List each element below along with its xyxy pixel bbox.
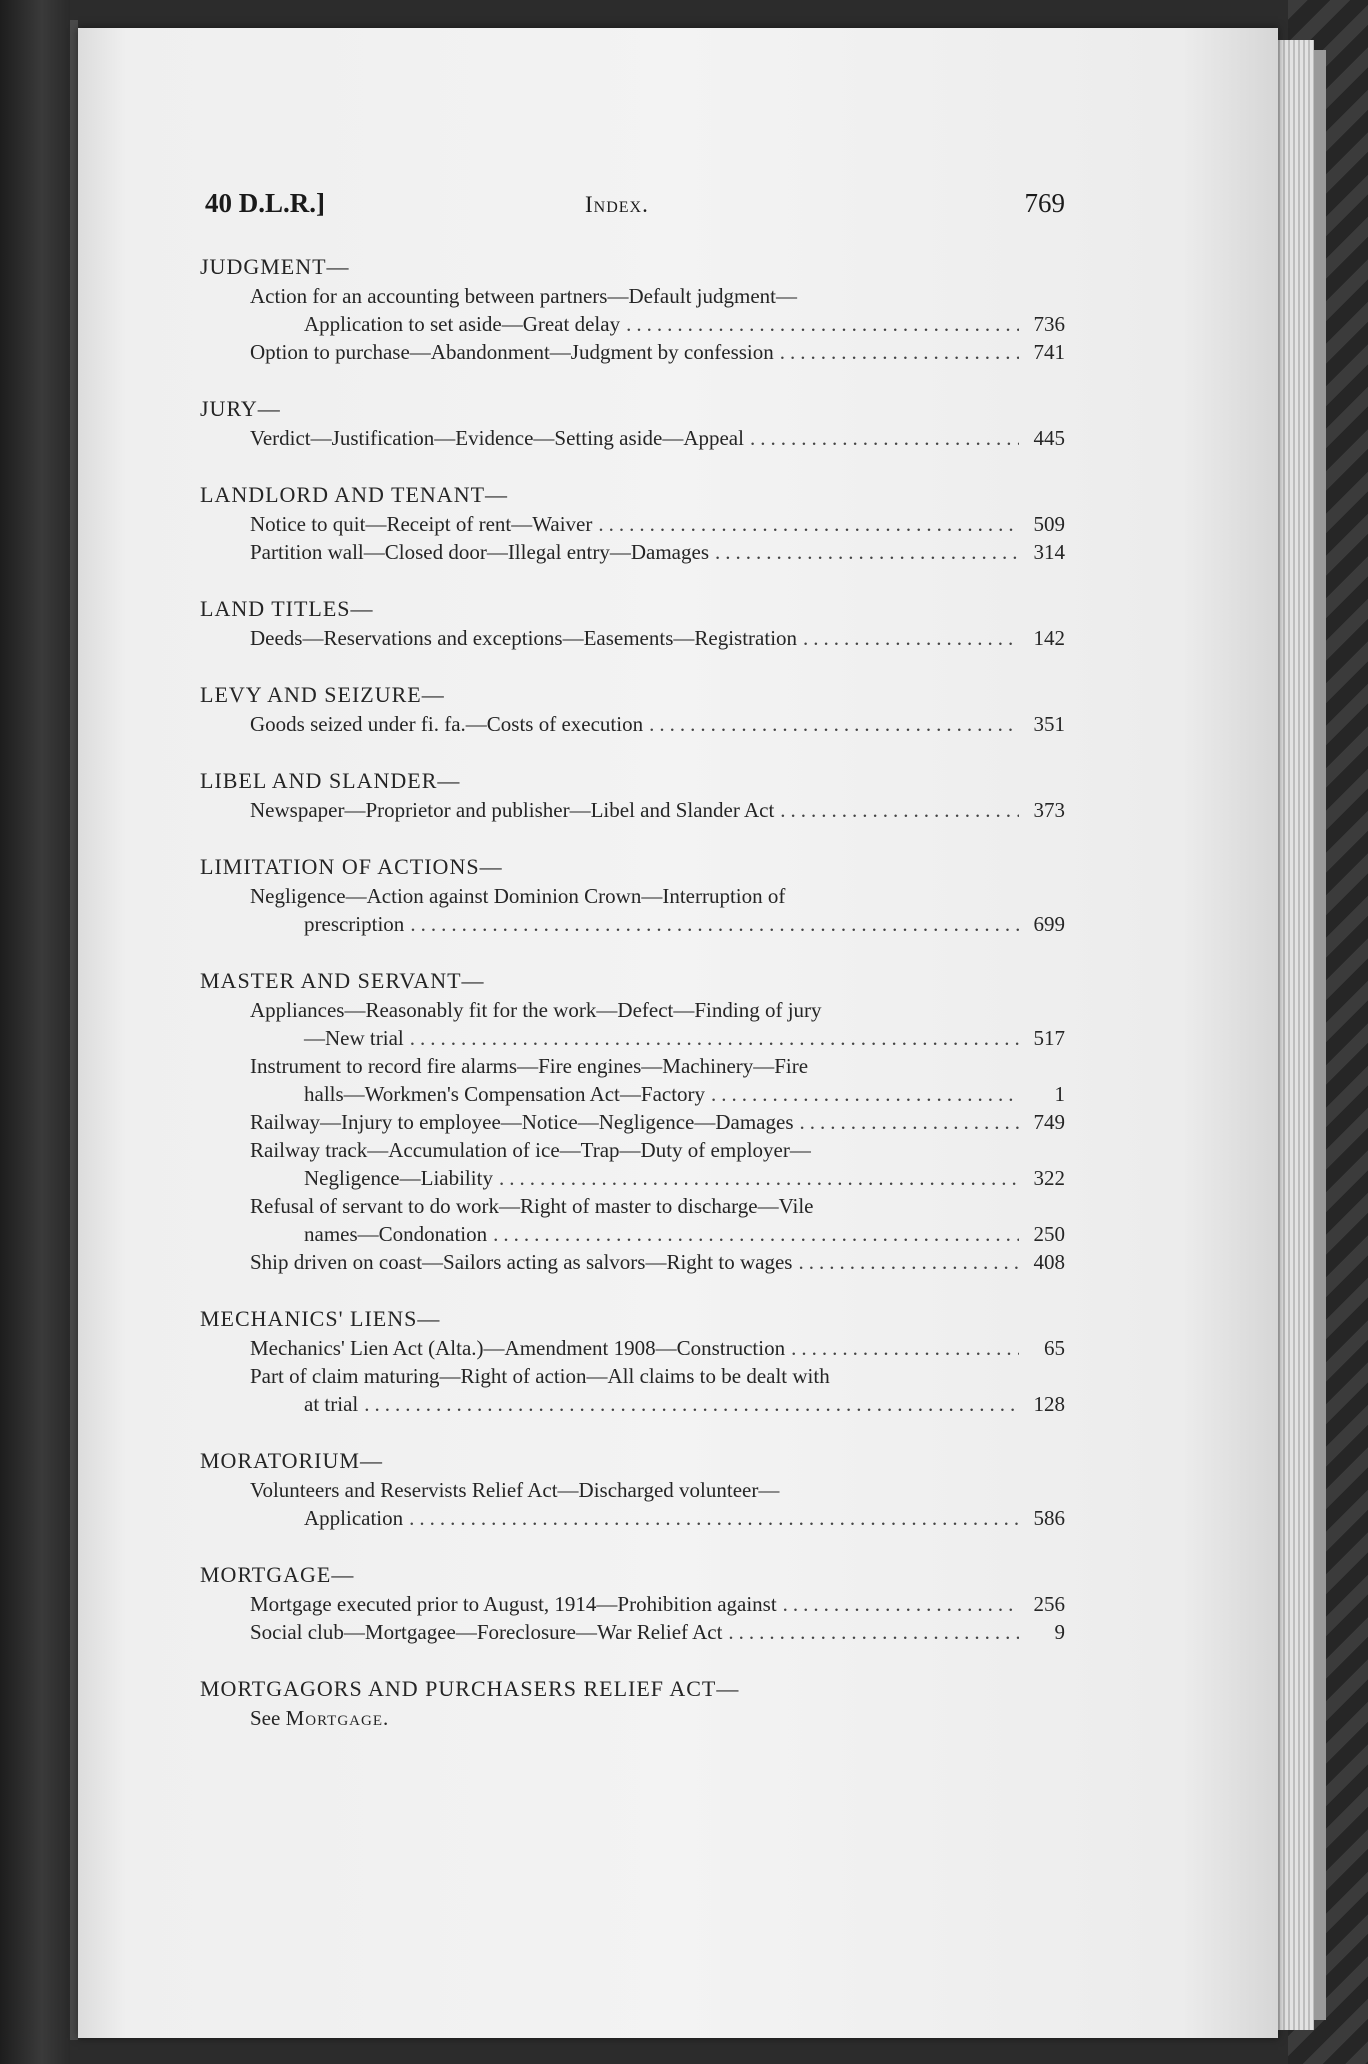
entry-line [200, 1618, 1065, 1646]
entry-text: Volunteers and Reservists Relief Act—Discharged volunteer— [250, 1478, 780, 1502]
entry-line [200, 1164, 1065, 1192]
index-entry [200, 1136, 1065, 1192]
entry-line [200, 1220, 1065, 1248]
index-entry [200, 1618, 1065, 1646]
entry-text: Appliances—Reasonably fit for the work—Defect—Finding of jury [250, 998, 822, 1022]
page-reference: 586 [1033, 1506, 1065, 1530]
index-section [200, 1446, 1065, 1532]
dot-leader [649, 710, 1019, 738]
entry-line [200, 282, 1065, 310]
entry-line [200, 1390, 1065, 1418]
entry-text: Application [304, 1506, 404, 1530]
index-entry [200, 510, 1065, 538]
index-entry [200, 882, 1065, 938]
entry-text: Mortgage executed prior to August, 1914—Prohibition against [250, 1592, 777, 1616]
index-section [200, 852, 1065, 938]
entry-text: Notice to quit—Receipt of rent—Waiver [250, 512, 593, 536]
index-section [200, 1674, 1065, 1732]
page-reference: 445 [1033, 426, 1065, 450]
entry-line [200, 910, 1065, 938]
entry-text: prescription [304, 912, 405, 936]
dot-leader [364, 1390, 1019, 1418]
entry-text: Instrument to record fire alarms—Fire engines—Machinery—Fire [250, 1054, 809, 1078]
section-heading: MECHANICS' LIENS— [200, 1306, 441, 1331]
section-heading: LEVY AND SEIZURE— [200, 682, 445, 707]
page-reference: 408 [1033, 1250, 1065, 1274]
entry-line [200, 1248, 1065, 1276]
entry-line [200, 1590, 1065, 1618]
dot-leader [409, 1504, 1019, 1532]
entry-line [200, 424, 1065, 452]
entry-line [200, 1080, 1065, 1108]
section-heading: JUDGMENT— [200, 254, 350, 279]
entry-text: Goods seized under fi. fa.—Costs of execution [250, 712, 644, 736]
page-reference: 256 [1033, 1592, 1065, 1616]
entry-text: Negligence—Action against Dominion Crown—Interruption of [250, 884, 786, 908]
index-entry [200, 1192, 1065, 1248]
page-edges [1278, 40, 1314, 2030]
entry-line [200, 1024, 1065, 1052]
index-entry [200, 710, 1065, 738]
section-heading: LAND TITLES— [200, 596, 374, 621]
section-heading: LIBEL AND SLANDER— [200, 768, 461, 793]
index-section [200, 966, 1065, 1276]
index-entry [200, 796, 1065, 824]
page-reference: 322 [1033, 1166, 1065, 1190]
book-cover-edge [1314, 50, 1326, 2020]
index-entry [200, 1108, 1065, 1136]
entry-line [200, 510, 1065, 538]
dot-leader [780, 338, 1019, 366]
page-reference: 373 [1033, 798, 1065, 822]
index-entry [200, 1476, 1065, 1532]
entry-line [200, 338, 1065, 366]
entry-line [200, 996, 1065, 1024]
dot-leader [803, 624, 1019, 652]
page-reference: 509 [1033, 512, 1065, 536]
index-section [200, 252, 1065, 366]
page-reference: 1 [1054, 1082, 1065, 1106]
see-prefix: See [250, 1706, 281, 1730]
dot-leader [499, 1164, 1019, 1192]
entry-text: Railway—Injury to employee—Notice—Negligence—Damages [250, 1110, 794, 1134]
page-reference: 142 [1033, 626, 1065, 650]
index-section [200, 1304, 1065, 1418]
index-entry [200, 624, 1065, 652]
see-reference [200, 1704, 1065, 1732]
page-reference: 517 [1033, 1026, 1065, 1050]
section-heading: LANDLORD AND TENANT— [200, 482, 509, 507]
index-entry [200, 1052, 1065, 1108]
background-left [0, 0, 70, 2064]
dot-leader [715, 538, 1019, 566]
entry-line [200, 1108, 1065, 1136]
page-number: 769 [1024, 188, 1065, 218]
index-section [200, 1560, 1065, 1646]
dot-leader [410, 910, 1019, 938]
entry-line [200, 1334, 1065, 1362]
index-entry [200, 338, 1065, 366]
entry-text: Newspaper—Proprietor and publisher—Libel and Slander Act [250, 798, 775, 822]
index-entry [200, 424, 1065, 452]
page-reference: 65 [1044, 1336, 1065, 1360]
page-reference: 250 [1033, 1222, 1065, 1246]
entry-line [200, 538, 1065, 566]
entry-text: Application to set aside—Great delay [304, 312, 621, 336]
dot-leader [791, 1334, 1019, 1362]
dot-leader [800, 1108, 1020, 1136]
page-reference: 736 [1033, 312, 1065, 336]
dot-leader [728, 1618, 1019, 1646]
page-reference: 351 [1033, 712, 1065, 736]
entry-text: Social club—Mortgagee—Foreclosure—War Relief Act [250, 1620, 723, 1644]
entry-text: at trial [304, 1392, 359, 1416]
entry-text: Negligence—Liability [304, 1166, 493, 1190]
dot-leader [798, 1248, 1019, 1276]
dot-leader [750, 424, 1019, 452]
index-section [200, 594, 1065, 652]
entry-text: Verdict—Justification—Evidence—Setting aside—Appeal [250, 426, 744, 450]
entry-text: Part of claim maturing—Right of action—All claims to be dealt with [250, 1364, 830, 1388]
index-entry [200, 1362, 1065, 1418]
entry-text: Partition wall—Closed door—Illegal entry—Damages [250, 540, 709, 564]
section-heading: MORATORIUM— [200, 1448, 383, 1473]
entry-line [200, 310, 1065, 338]
dot-leader [598, 510, 1019, 538]
entry-line [200, 1052, 1065, 1080]
entry-line [200, 882, 1065, 910]
page-reference: 314 [1033, 540, 1065, 564]
header-title: Index. [585, 192, 649, 217]
index-entry [200, 996, 1065, 1052]
entry-line [200, 1136, 1065, 1164]
index-entry [200, 1334, 1065, 1362]
entry-text: Option to purchase—Abandonment—Judgment by confession [250, 340, 774, 364]
entry-line [200, 1192, 1065, 1220]
entry-text: names—Condonation [304, 1222, 488, 1246]
entry-line [200, 624, 1065, 652]
entry-line [200, 1504, 1065, 1532]
index-section [200, 480, 1065, 566]
section-heading: MORTGAGE— [200, 1562, 355, 1587]
entry-line [200, 710, 1065, 738]
see-target: Mortgage. [285, 1706, 390, 1730]
index-entry [200, 1590, 1065, 1618]
entry-text: halls—Workmen's Compensation Act—Factory [304, 1082, 706, 1106]
index-section [200, 766, 1065, 824]
section-heading: JURY— [200, 396, 281, 421]
index-entry [200, 538, 1065, 566]
entry-text: Ship driven on coast—Sailors acting as salvors—Right to wages [250, 1250, 793, 1274]
dot-leader [493, 1220, 1019, 1248]
dot-leader [711, 1080, 1019, 1108]
entry-text: Refusal of servant to do work—Right of master to discharge—Vile [250, 1194, 814, 1218]
index-entry [200, 1248, 1065, 1276]
dot-leader [410, 1024, 1019, 1052]
dot-leader [780, 796, 1019, 824]
index-section [200, 680, 1065, 738]
section-heading: LIMITATION OF ACTIONS— [200, 854, 503, 879]
index-section [200, 394, 1065, 452]
entry-line [200, 796, 1065, 824]
section-heading: MASTER AND SERVANT— [200, 968, 485, 993]
page-reference: 741 [1033, 340, 1065, 364]
running-header [205, 188, 1065, 228]
index-entry [200, 282, 1065, 338]
entry-text: Railway track—Accumulation of ice—Trap—Duty of employer— [250, 1138, 811, 1162]
page-reference: 699 [1033, 912, 1065, 936]
page-reference: 749 [1033, 1110, 1065, 1134]
entry-text: Action for an accounting between partners—Default judgment— [250, 284, 797, 308]
index-body [200, 252, 1065, 1760]
dot-leader [626, 310, 1019, 338]
section-heading: MORTGAGORS AND PURCHASERS RELIEF ACT— [200, 1676, 740, 1701]
entry-line [200, 1362, 1065, 1390]
entry-text: Deeds—Reservations and exceptions—Easements—Registration [250, 626, 798, 650]
page-reference: 9 [1054, 1620, 1065, 1644]
entry-text: —New trial [304, 1026, 404, 1050]
entry-text: Mechanics' Lien Act (Alta.)—Amendment 1908—Construction [250, 1336, 786, 1360]
page-reference: 128 [1033, 1392, 1065, 1416]
volume-label: 40 D.L.R.] [205, 188, 325, 218]
entry-line [200, 1476, 1065, 1504]
dot-leader [783, 1590, 1019, 1618]
